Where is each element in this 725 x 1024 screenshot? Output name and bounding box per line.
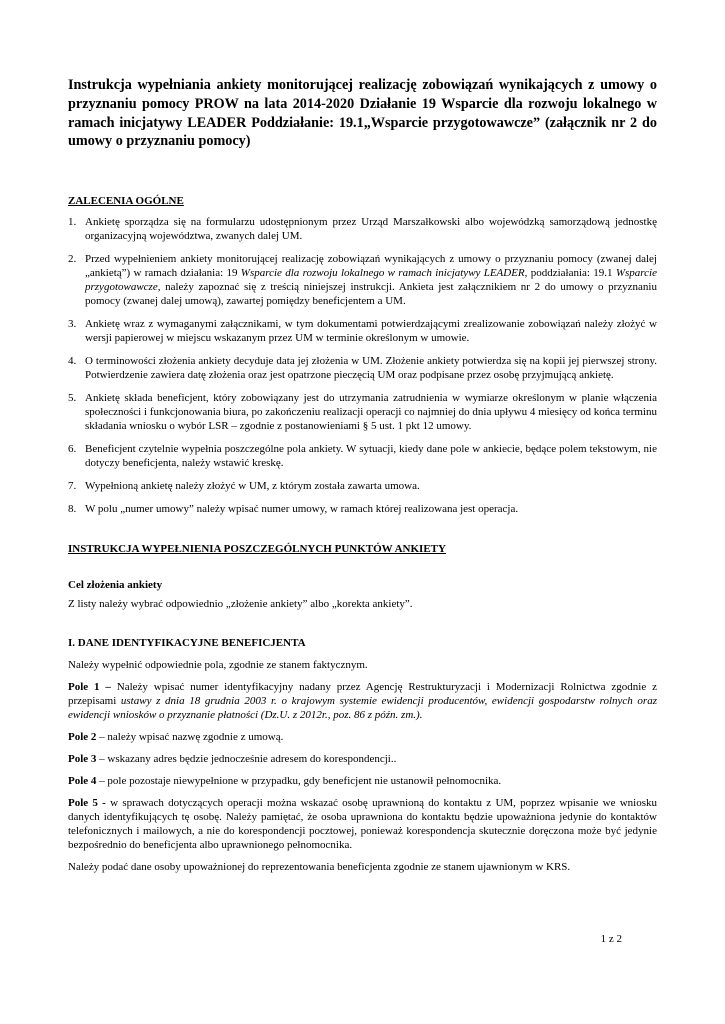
document-page [68, 76, 657, 874]
section1-heading: I. DANE IDENTYFIKACYJNE BENEFICJENTA [68, 637, 306, 650]
text-run: Przed wypełnieniem ankiety monitorującej realizację zobowiązań wynikających z umowy o przyznaniu pomocy (zwanej dalej „ankietą”) w ramach działania: 19 [85, 253, 657, 280]
list-item [68, 317, 657, 345]
pole4-label: Pole 4 [68, 775, 97, 788]
general-list [68, 215, 657, 516]
pole5-paragraph [68, 796, 657, 852]
pole2-paragraph [68, 730, 657, 744]
general-heading: ZALECENIA OGÓLNE [68, 195, 184, 208]
pole1-text: Należy wpisać numer identyfikacyjny nadany przez Agencję Restrukturyzacji i Modernizacji Rolnictwa zgodnie z przepisami [68, 681, 657, 708]
list-item-number: 5. [68, 392, 77, 405]
list-item-number: 8. [68, 503, 77, 516]
list-item [68, 391, 657, 433]
list-item-text: Ankietę sporządza się na formularzu udostępnionym przez Urząd Marszałkowski albo wojewódzką samorządową jednostkę organizacyjną województwa, zwanych dalej UM. [85, 216, 657, 243]
pole1-label: Pole 1 – [68, 681, 111, 694]
pole5-label: Pole 5 - [68, 797, 106, 810]
list-item-text [85, 253, 657, 307]
list-item [68, 215, 657, 243]
text-run-italic: Wsparcie przygotowawcze [85, 267, 657, 294]
list-item-number: 4. [68, 355, 77, 368]
list-item-number: 1. [68, 216, 77, 229]
list-item-text: O terminowości złożenia ankiety decyduje data jej złożenia w UM. Złożenie ankiety potwierdza się na kopii jej pierwszej strony. Potwierdzenie zawiera datę złożenia oraz jest opatrzone pieczęcią UM oraz podpisane przez osobę przyjmującą ankietę. [85, 355, 657, 382]
list-item-number: 2. [68, 253, 77, 266]
list-item [68, 479, 657, 493]
text-run: poddziałania: 19.1 [527, 267, 616, 280]
list-item-text: Beneficjent czytelnie wypełnia poszczególne pola ankiety. W sytuacji, kiedy dane pole w ankiecie, będące polem tekstowym, nie dotyczy beneficjenta, należy wstawić kreskę. [85, 443, 657, 470]
document-title: Instrukcja wypełniania ankiety monitorującej realizację zobowiązań wynikających z umowy o przyznaniu pomocy PROW na lata 2014-2020 Działanie 19 Wsparcie dla rozwoju lokalnego w ramach inicjatywy LEADER Poddziałanie: 19.1„Wsparcie przygotowawcze” (załącznik nr 2 do umowy o przyznaniu pomocy) [68, 77, 657, 150]
page-number: 1 z 2 [600, 933, 622, 945]
list-item [68, 502, 657, 516]
pole3-text: – wskazany adres będzie jednocześnie adresem do korespondencji.. [96, 753, 397, 766]
pole5-text: w sprawach dotyczących operacji można wskazać osobę uprawnioną do kontaktu z UM, poprzez wpisanie we wniosku danych identyfikujących tę osobę. Należy pamiętać, że osoba uprawniona do kontaktu będzie upoważniona jedynie do kontaktów telefonicznych i mailowych, a nie do korespondencji pocztowej, ponieważ korespondencja skutecznie doręczona może być jedynie bezpośrednio do beneficjenta albo uprawnionego pełnomocnika. [68, 797, 657, 852]
closing-paragraph: Należy podać dane osoby upoważnionej do reprezentowania beneficjenta zgodnie ze stanem ujawnionym w KRS. [68, 861, 571, 874]
list-item [68, 442, 657, 470]
section1-intro: Należy wypełnić odpowiednie pola, zgodnie ze stanem faktycznym. [68, 659, 368, 672]
pole4-paragraph [68, 774, 657, 788]
list-item-text: Ankietę wraz z wymaganymi załącznikami, w tym dokumentami potwierdzającymi zrealizowanie zobowiązań należy złożyć w wersji papierowej w miejscu wskazanym przez UM w terminie określonym w umowie. [85, 318, 657, 345]
pole2-text: – należy wpisać nazwę zgodnie z umową. [96, 731, 284, 744]
pole1-paragraph [68, 680, 657, 722]
purpose-text: Z listy należy wybrać odpowiednio „złożenie ankiety” albo „korekta ankiety”. [68, 598, 413, 611]
pole2-label: Pole 2 [68, 731, 97, 744]
list-item-text: Ankietę składa beneficjent, który zobowiązany jest do utrzymania zatrudnienia w wymiarze określonym w planie włączenia społeczności i funkcjonowania biura, po zakończeniu realizacji operacji co najmniej do dnia upływu 4 miesięcy od końca terminu składania wniosku o wybór LSR – zgodnie z postanowieniami § 5 ust. 1 pkt 12 umowy. [85, 392, 657, 433]
list-item [68, 354, 657, 382]
pole4-text: – pole pozostaje niewypełnione w przypadku, gdy beneficjent nie ustanowił pełnomocnika. [96, 775, 502, 788]
list-item-number: 7. [68, 480, 77, 493]
pole3-label: Pole 3 [68, 753, 97, 766]
purpose-heading: Cel złożenia ankiety [68, 579, 163, 592]
list-item-number: 3. [68, 318, 77, 331]
list-item-text: W polu „numer umowy” należy wpisać numer umowy, w ramach której realizowana jest operacja. [85, 503, 519, 516]
list-item-text: Wypełnioną ankietę należy złożyć w UM, z którym została zawarta umowa. [85, 480, 420, 493]
list-item-number: 6. [68, 443, 77, 456]
instructions-heading: INSTRUKCJA WYPEŁNIENIA POSZCZEGÓLNYCH PUNKTÓW ANKIETY [68, 543, 446, 556]
pole1-italic: ustawy z dnia 18 grudnia 2003 r. o krajowym systemie ewidencji producentów, ewidencji gospodarstw rolnych oraz ewidencji wniosków o przyznanie płatności (Dz.U. z 2012r., poz. 86 z późn. zm.). [68, 695, 657, 722]
text-run-italic: Wsparcie dla rozwoju lokalnego w ramach inicjatywy LEADER, [240, 267, 528, 280]
pole3-paragraph [68, 752, 657, 766]
text-run: , należy zapoznać się z treścią niniejszej instrukcji. Ankieta jest załącznikiem nr 2 do umowy o przyznaniu pomocy (zwanej dalej umową), zawartej pomiędzy beneficjentem a UM. [85, 281, 657, 308]
list-item [68, 252, 657, 308]
